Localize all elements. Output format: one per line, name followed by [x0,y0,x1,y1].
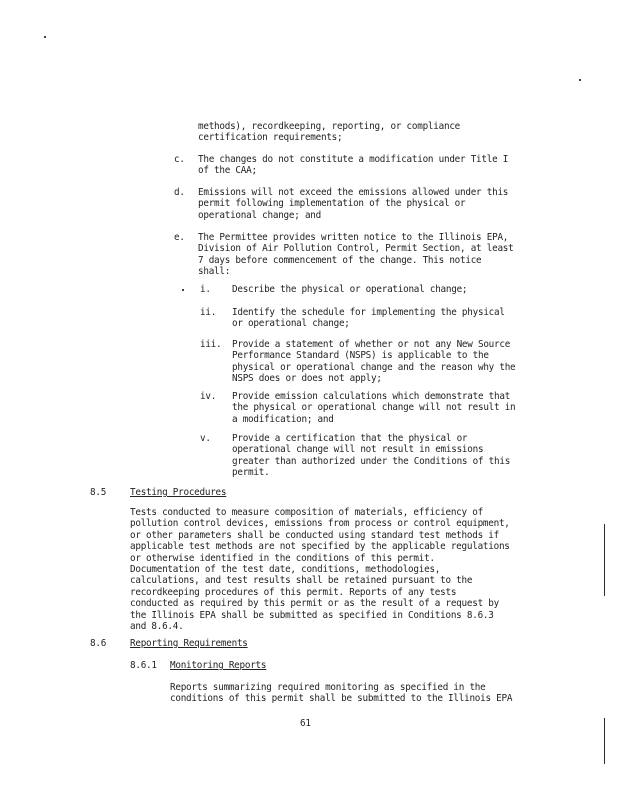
subitem-text-i [232,284,467,295]
subitem-label-v: v. [200,433,211,444]
subitem-label-iii: iii. [200,339,222,350]
scan-speck [579,79,581,81]
text-line: operational change; and [198,209,321,221]
text-line: a modification; and [232,413,334,425]
text-line: Provide emission calculations which demonstrate that [232,391,511,402]
subsection-number-8-6-1: 8.6.1 [130,660,157,671]
text-line: and 8.6.4. [130,621,184,633]
subitem-text-iv [232,391,515,425]
text-line: the Illinois EPA shall be submitted as specified in Conditions 8.6.3 [130,609,494,621]
text-line: Provide a statement of whether or not any New Source [232,339,511,350]
section-8-6-1-body [170,682,512,705]
item-text-c [198,154,508,177]
text-line: or otherwise identified in the conditions of this permit. [130,552,435,564]
text-line: The Permittee provides written notice to the Illinois EPA, [198,232,509,243]
text-line: The changes do not constitute a modification under Title I [198,154,509,165]
scan-speck [182,289,184,291]
text-line: Describe the physical or operational change; [232,284,468,295]
text-line: certification requirements; [198,132,343,144]
section-number-8-5: 8.5 [90,487,107,498]
item-label-c: c. [174,154,185,165]
text-line: greater than authorized under the Conditions of this [232,455,511,467]
text-line: 7 days before commencement of the change. This notice [198,254,482,266]
margin-bar [604,718,605,764]
text-line: conducted as required by this permit or as the result of a request by [130,598,499,610]
item-text-d [198,187,508,221]
text-line: Identify the schedule for implementing the physical [232,307,505,318]
subitem-text-iii [232,339,515,385]
text-line: the physical or operational change will not result in [232,402,516,414]
text-line: recordkeeping procedures of this permit. Reports of any tests [130,586,457,598]
subitem-label-i: i. [200,284,211,295]
text-line: Performance Standard (NSPS) is applicable to the [232,350,489,362]
text-line: or operational change; [232,318,350,330]
text-line: operational change will not result in emissions [232,444,484,456]
page-number: 61 [300,718,311,729]
text-line: methods), recordkeeping, reporting, or compliance [198,121,461,132]
subitem-label-ii: ii. [200,307,217,318]
text-line: Documentation of the test date, conditions, methodologies, [130,564,441,576]
text-line: Tests conducted to measure composition of materials, efficiency of [130,507,483,518]
subitem-text-v [232,433,510,479]
item-text-e [198,232,514,278]
text-line: Emissions will not exceed the emissions allowed under this [198,187,509,198]
section-8-5-body [130,507,510,632]
text-line: shall: [198,266,231,278]
section-title-reporting-requirements: Reporting Requirements [130,638,248,649]
text-line: Division of Air Pollution Control, Permit Section, at least [198,243,514,255]
intro-text [198,121,460,144]
subitem-text-ii [232,307,505,330]
text-line: NSPS does or does not apply; [232,373,382,385]
subsection-title-monitoring-reports: Monitoring Reports [170,660,267,671]
text-line: permit. [232,467,270,479]
scan-speck [44,36,46,38]
text-line: conditions of this permit shall be submitted to the Illinois EPA [170,693,513,705]
text-line: or other parameters shall be conducted using standard test methods if [130,529,499,541]
text-line: Reports summarizing required monitoring as specified in the [170,682,486,693]
text-line: applicable test methods are not specified by the applicable regulations [130,541,510,553]
text-line: of the CAA; [198,165,257,177]
margin-bar [604,524,605,596]
text-line: pollution control devices, emissions from process or control equipment, [130,518,510,530]
subitem-label-iv: iv. [200,391,217,402]
item-label-e: e. [174,232,185,243]
text-line: Provide a certification that the physical or [232,433,468,444]
text-line: calculations, and test results shall be retained pursuant to the [130,575,473,587]
section-number-8-6: 8.6 [90,638,107,649]
text-line: permit following implementation of the physical or [198,198,466,210]
text-line: physical or operational change and the reason why the [232,361,516,373]
section-title-testing-procedures: Testing Procedures [130,487,227,498]
item-label-d: d. [174,187,185,198]
